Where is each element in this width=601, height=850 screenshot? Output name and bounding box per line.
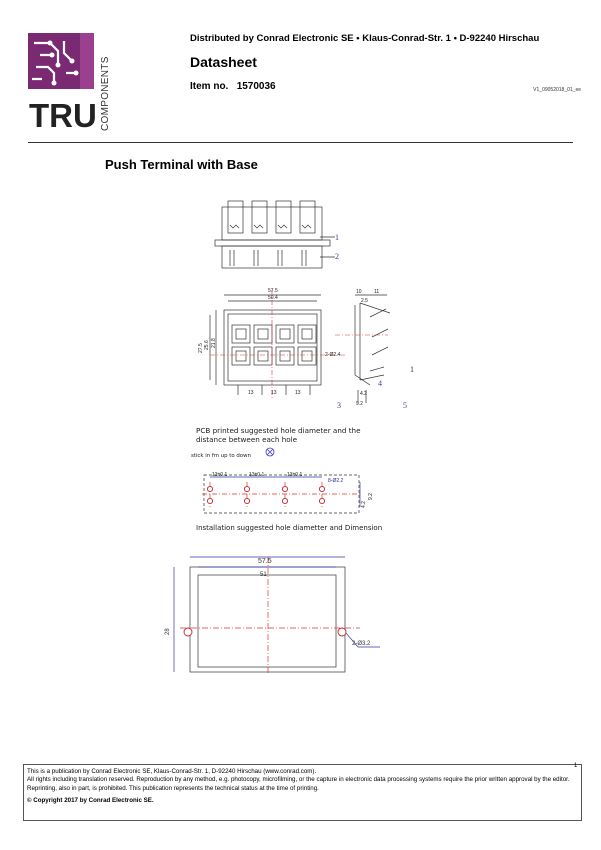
svg-text:50.4: 50.4 xyxy=(268,295,278,301)
item-number-row xyxy=(190,81,276,92)
svg-text:13: 13 xyxy=(248,390,254,396)
svg-text:13: 13 xyxy=(271,390,277,396)
svg-text:10: 10 xyxy=(356,289,362,295)
distributor-line: Distributed by Conrad Electronic SE • Klaus-Conrad-Str. 1 • D-92240 Hirschau xyxy=(190,33,540,44)
version-code: V1_09052018_01_ee xyxy=(533,87,581,93)
item-number-value: 1570036 xyxy=(236,81,276,92)
top-view xyxy=(215,201,335,268)
svg-text:4.2: 4.2 xyxy=(361,501,367,508)
svg-text:4: 4 xyxy=(378,379,382,388)
svg-text:5: 5 xyxy=(403,401,407,410)
svg-text:9.2: 9.2 xyxy=(356,401,363,407)
svg-text:8-Ø2.2: 8-Ø2.2 xyxy=(328,478,344,484)
svg-text:13±0.1: 13±0.1 xyxy=(249,472,265,478)
svg-text:TRU: TRU xyxy=(29,97,97,133)
front-view xyxy=(210,295,321,395)
svg-text:1: 1 xyxy=(335,233,339,242)
svg-text:57.5: 57.5 xyxy=(258,558,272,565)
svg-text:2.5: 2.5 xyxy=(361,298,368,304)
pcb-note: PCB printed suggested hole diameter and the distance between each hole xyxy=(196,426,361,444)
footer-box xyxy=(23,764,582,821)
svg-text:1: 1 xyxy=(410,365,414,374)
svg-text:51: 51 xyxy=(260,572,267,578)
item-number-label: Item no. xyxy=(190,81,229,92)
page-number: 1 xyxy=(574,763,578,769)
svg-text:COMPONENTS: COMPONENTS xyxy=(100,56,111,131)
svg-text:stick in fm up to down: stick in fm up to down xyxy=(191,453,251,459)
svg-text:13±0.1: 13±0.1 xyxy=(287,472,303,478)
install-outline xyxy=(174,557,380,675)
section-title: Push Terminal with Base xyxy=(105,157,258,172)
header-divider xyxy=(28,142,573,143)
footer-copyright: © Copyright 2017 by Conrad Electronic SE. xyxy=(27,797,154,805)
svg-text:25.6: 25.6 xyxy=(204,340,210,350)
svg-text:13: 13 xyxy=(295,390,301,396)
svg-text:9.2: 9.2 xyxy=(368,493,374,500)
svg-text:3: 3 xyxy=(337,401,341,410)
svg-text:13±0.1: 13±0.1 xyxy=(212,472,228,478)
svg-text:2-Ø3.2: 2-Ø3.2 xyxy=(352,641,371,647)
tru-components-logo xyxy=(28,33,118,133)
svg-text:2: 2 xyxy=(335,252,339,261)
svg-text:57.5: 57.5 xyxy=(268,288,278,294)
footer-rights-text: All rights including translation reserved. Reproduction by any method, e.g. photocopy, microfilming, or the capture in electronic data processing systems require the prior written approval by the editor. Reprinting, also in part, is prohibited. This publication represents the technical status at the time of printing. xyxy=(27,776,570,792)
svg-text:21.8: 21.8 xyxy=(211,338,217,348)
svg-text:27.5: 27.5 xyxy=(198,343,204,353)
document-title: Datasheet xyxy=(190,54,257,70)
svg-text:11: 11 xyxy=(374,289,380,295)
svg-text:4.2: 4.2 xyxy=(360,391,367,397)
svg-text:28: 28 xyxy=(165,628,171,635)
svg-text:Installation suggested hole di: Installation suggested hole diametter and Dimension xyxy=(196,524,383,532)
side-view xyxy=(355,295,390,403)
footer-publication-line: This is a publication by Conrad Electronic SE, Klaus-Conrad-Str. 1, D-92240 Hirschau (www.conrad.com). xyxy=(27,768,317,775)
svg-text:2-Ø2.4: 2-Ø2.4 xyxy=(325,352,341,358)
technical-drawing xyxy=(160,195,450,685)
